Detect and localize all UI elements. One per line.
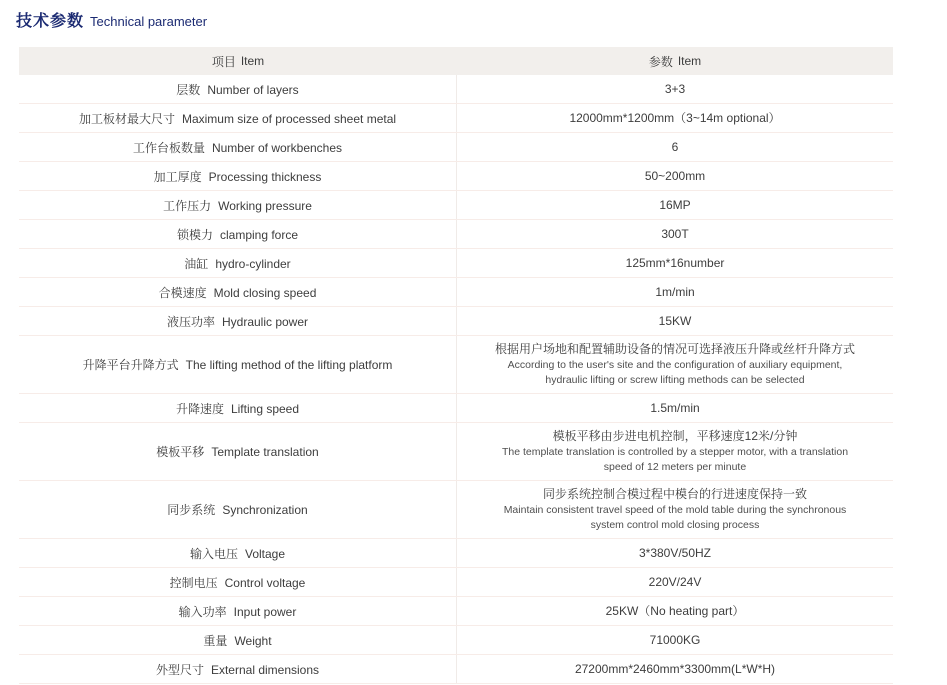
row-label-cn: 液压功率: [166, 314, 215, 329]
row-value-text: 同步系统控制合模过程中模台的行进速度保持一致: [542, 486, 807, 501]
row-label-cn: 加工板材最大尺寸: [78, 111, 175, 126]
row-label-en: hydro-cylinder: [215, 256, 291, 271]
row-label: [19, 655, 457, 683]
row-value-text: 模板平移由步进电机控制，平移速度12米/分钟: [552, 428, 798, 443]
row-value-text: 125mm*16number: [625, 255, 725, 270]
row-label-en: Number of layers: [207, 82, 299, 97]
row-value-subtext: speed of 12 meters per minute: [603, 460, 747, 473]
row-value-text: 1.5m/min: [650, 400, 700, 415]
table-row-lifting-speed: [19, 394, 893, 423]
row-label: [19, 539, 457, 567]
table-row-weight: [19, 626, 893, 655]
row-value: [457, 220, 893, 248]
row-label: [19, 597, 457, 625]
row-value: [457, 597, 893, 625]
page-title-cn: 技术参数: [16, 13, 85, 30]
row-label: [19, 75, 457, 103]
row-label-en: clamping force: [219, 227, 299, 242]
row-value: [457, 481, 893, 538]
row-value: [457, 307, 893, 335]
row-label-cn: 锁模力: [176, 227, 213, 242]
table-row-number-of-workbenches: [19, 133, 893, 162]
row-label-en: Number of workbenches: [211, 140, 343, 155]
row-value-text: 220V/24V: [648, 574, 702, 589]
row-value-text: 16MP: [659, 197, 691, 212]
row-label-en: Input power: [233, 604, 297, 619]
row-label-cn: 层数: [176, 82, 201, 97]
row-label: [19, 278, 457, 306]
row-label-cn: 外型尺寸: [155, 662, 204, 677]
row-label: [19, 249, 457, 277]
row-value-text: 27200mm*2460mm*3300mm(L*W*H): [574, 661, 776, 676]
row-value: [457, 568, 893, 596]
table-row-clamping-force: [19, 220, 893, 249]
row-label-cn: 升降平台升降方式: [82, 358, 179, 372]
row-value: [457, 336, 893, 393]
row-value-text: 1m/min: [655, 284, 695, 299]
row-label: [19, 481, 457, 538]
table-row-input-power: [19, 597, 893, 626]
row-label-cn: 升降速度: [175, 401, 224, 416]
row-value-subtext: According to the user's site and the configuration of auxiliary equipment,: [507, 358, 843, 371]
row-label: [19, 394, 457, 422]
table-row-lifting-method: [19, 336, 893, 394]
header-param-cn: 参数: [648, 54, 673, 69]
table-row-processing-thickness: [19, 162, 893, 191]
row-label-en: The lifting method of the lifting platform: [185, 358, 393, 372]
row-label-en: Processing thickness: [208, 169, 322, 184]
table-row-template-translation: [19, 423, 893, 481]
row-value-subtext: The template translation is controlled by a stepper motor, with a translation: [501, 445, 849, 458]
row-label-en: Maximum size of processed sheet metal: [181, 111, 397, 126]
row-value: [457, 191, 893, 219]
table-header-row: [19, 47, 893, 75]
row-label-cn: 重量: [203, 633, 228, 648]
table-row-working-pressure: [19, 191, 893, 220]
table-row-external-dimensions: [19, 655, 893, 684]
row-value-text: 25KW（No heating part）: [605, 603, 745, 618]
row-value: [457, 394, 893, 422]
row-value: [457, 655, 893, 683]
page-title: [0, 0, 947, 31]
row-label-cn: 同步系统: [167, 503, 216, 517]
row-label-en: Voltage: [244, 546, 286, 561]
table-row-mold-closing-speed: [19, 278, 893, 307]
table-header-param: [457, 47, 893, 75]
row-label-en: Working pressure: [218, 198, 312, 213]
row-value: [457, 249, 893, 277]
table-row-synchronization: [19, 481, 893, 539]
row-value-text: 15KW: [658, 313, 692, 328]
row-value: [457, 278, 893, 306]
row-value-subtext: Maintain consistent travel speed of the mold table during the synchronous: [503, 503, 847, 516]
table-row-hydro-cylinder: [19, 249, 893, 278]
row-label-en: Synchronization: [222, 503, 308, 517]
row-label-cn: 模板平移: [156, 445, 205, 459]
row-value-text: 50~200mm: [644, 168, 706, 183]
row-label: [19, 162, 457, 190]
row-value-text: 12000mm*1200mm（3~14m optional）: [569, 110, 781, 125]
table-row-hydraulic-power: [19, 307, 893, 336]
row-label-en: Control voltage: [224, 575, 306, 590]
table-row-voltage: [19, 539, 893, 568]
header-item-en: Item: [240, 54, 265, 68]
row-value-text: 300T: [661, 226, 689, 241]
row-value: [457, 539, 893, 567]
row-label-en: Hydraulic power: [221, 314, 309, 329]
header-param-en: Item: [677, 54, 702, 68]
row-label-cn: 输入功率: [178, 604, 227, 619]
row-label-en: Weight: [234, 633, 272, 648]
row-value-subtext: system control mold closing process: [590, 518, 760, 531]
row-label: [19, 133, 457, 161]
row-value-text: 6: [671, 139, 679, 154]
table-row-number-of-layers: [19, 75, 893, 104]
row-label-cn: 加工厚度: [153, 169, 202, 184]
row-value: [457, 75, 893, 103]
row-value: [457, 626, 893, 654]
row-value: [457, 104, 893, 132]
row-label-cn: 工作台板数量: [132, 140, 205, 155]
header-item-cn: 项目: [211, 54, 236, 69]
row-label-cn: 合模速度: [158, 285, 207, 300]
row-label-en: Mold closing speed: [213, 285, 317, 300]
row-label: [19, 423, 457, 480]
row-value-text: 3+3: [664, 81, 686, 96]
row-value-text: 71000KG: [649, 632, 701, 647]
technical-parameter-table: [19, 47, 893, 684]
row-label: [19, 568, 457, 596]
row-label: [19, 626, 457, 654]
row-label: [19, 104, 457, 132]
row-label: [19, 220, 457, 248]
row-value-text: 3*380V/50HZ: [638, 545, 712, 560]
row-value: [457, 133, 893, 161]
row-label: [19, 307, 457, 335]
row-label: [19, 336, 457, 393]
row-label-cn: 输入电压: [189, 546, 238, 561]
table-row-control-voltage: [19, 568, 893, 597]
row-label: [19, 191, 457, 219]
row-value-text: 根据用户场地和配置辅助设备的情况可选择液压升降或丝杆升降方式: [494, 341, 855, 356]
row-label-en: External dimensions: [210, 662, 320, 677]
row-value-subtext: hydraulic lifting or screw lifting methods can be selected: [545, 373, 805, 386]
row-value: [457, 162, 893, 190]
row-value: [457, 423, 893, 480]
page-title-en: Technical parameter: [90, 14, 208, 29]
row-label-en: Template translation: [211, 445, 319, 459]
row-label-cn: 油缸: [184, 256, 209, 271]
row-label-cn: 工作压力: [163, 198, 212, 213]
row-label-en: Lifting speed: [230, 401, 300, 416]
row-label-cn: 控制电压: [169, 575, 218, 590]
table-header-item: [19, 47, 457, 75]
table-row-max-sheet-size: [19, 104, 893, 133]
